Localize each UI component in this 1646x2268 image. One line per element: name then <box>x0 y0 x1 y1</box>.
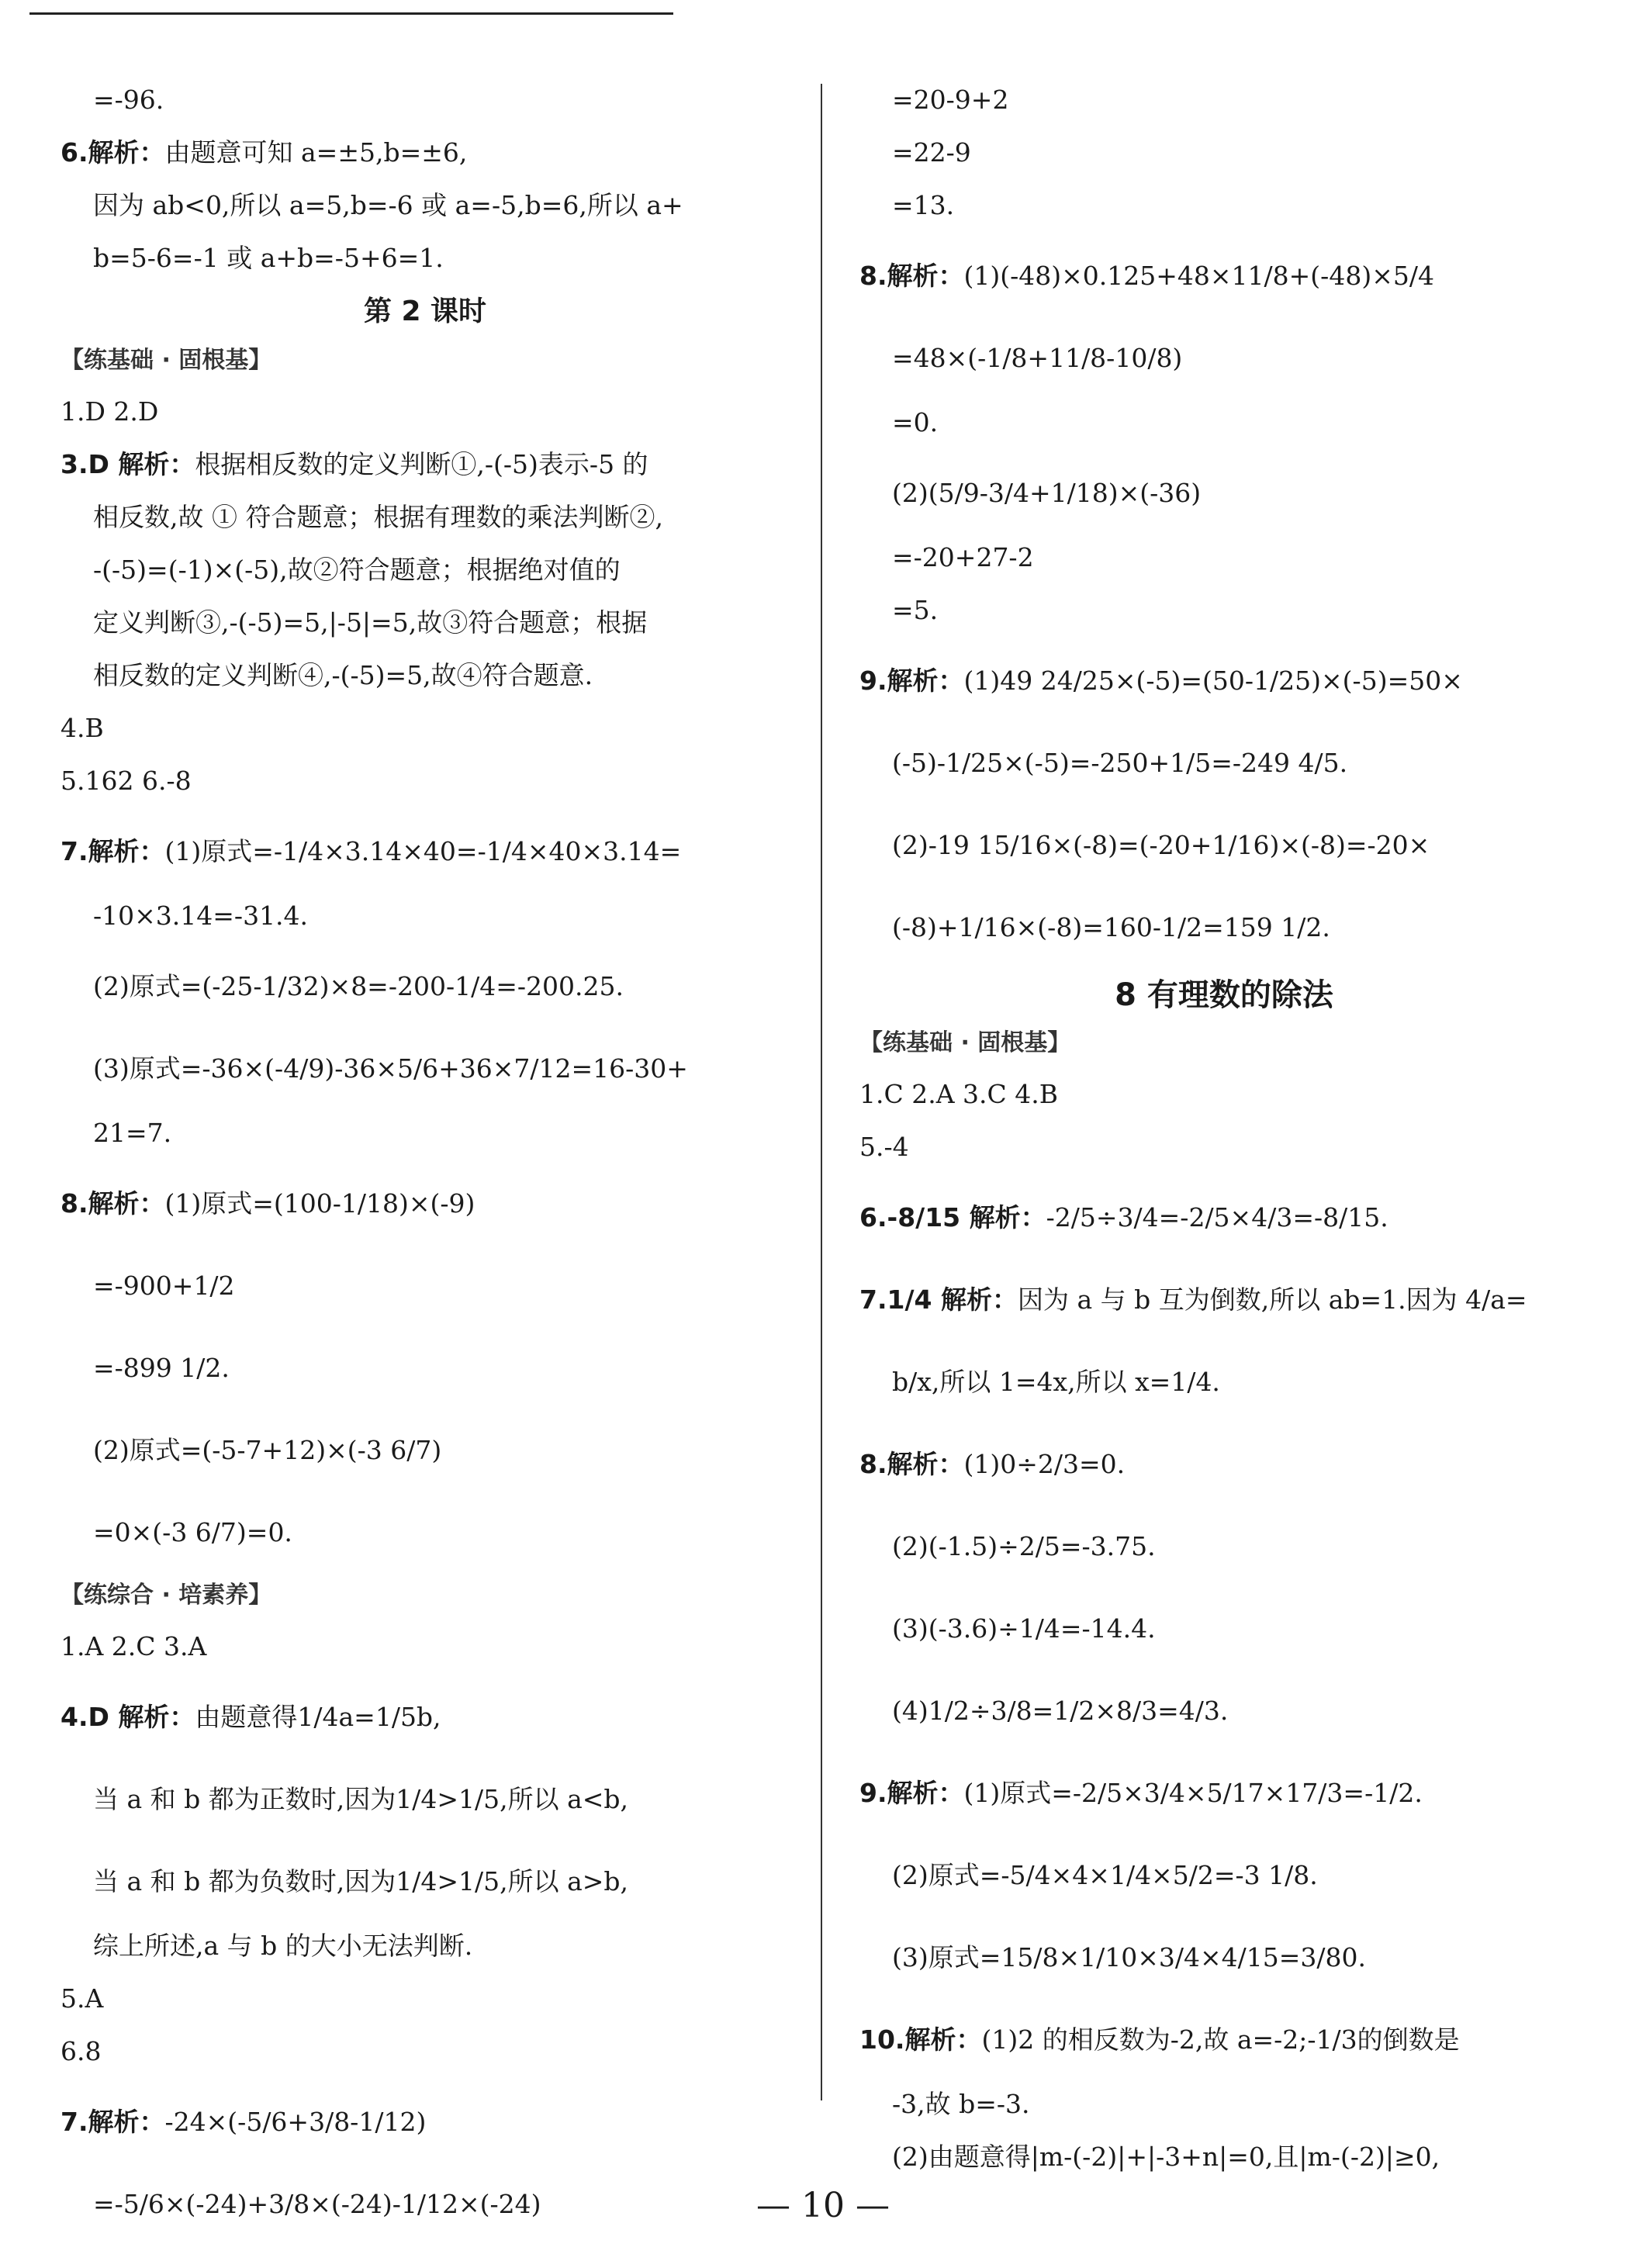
answer-line: =20-9+2 <box>892 85 1009 115</box>
answer-text: 由题意可知 a=±5,b=±6, <box>164 137 468 168</box>
answer-line: =-96. <box>93 85 164 115</box>
answer-line <box>859 645 1589 717</box>
answer-line: (-8)+1/16×(-8)=160-1/2=159 1/2. <box>892 912 1330 942</box>
answer-line: (2)原式=(-25-1/32)×8=-200-1/4=-200.25. <box>93 971 624 1001</box>
answer-line: 5.-4 <box>859 1132 909 1162</box>
answer-line: (3)原式=-36×(-4/9)-36×5/6+36×7/12=16-30+ <box>93 1053 688 1084</box>
answer-line <box>859 1758 1589 1829</box>
answer-line: 定义判断③,-(-5)=5,|-5|=5,故③符合题意；根据 <box>93 607 648 638</box>
answer-line: b/x,所以 1=4x,所以 x=1/4. <box>892 1367 1220 1397</box>
answer-line: 5.A <box>61 1983 104 2014</box>
answer-line: 当 a 和 b 都为负数时,因为1/4>1/5,所以 a>b, <box>93 1866 629 1896</box>
answer-line <box>859 240 1589 312</box>
answer-text: -2/5÷3/4=-2/5×4/3=-8/15. <box>1046 1202 1388 1233</box>
answer-text: 由题意得1/4a=1/5b, <box>195 1702 441 1732</box>
answer-line: (4)1/2÷3/8=1/2×8/3=4/3. <box>892 1696 1229 1726</box>
answer-line: =-900+1/2 <box>93 1271 235 1301</box>
answer-label: 6.-8/15 解析： <box>859 1202 1046 1233</box>
answer-line: =48×(-1/8+11/8-10/8) <box>892 343 1183 373</box>
answer-line: =0×(-3 6/7)=0. <box>93 1517 292 1547</box>
answer-label: 3.D 解析： <box>61 449 195 479</box>
answer-text: (1)0÷2/3=0. <box>963 1449 1126 1479</box>
answer-line: =-899 1/2. <box>93 1353 230 1383</box>
answer-text: (1)原式=-2/5×3/4×5/17×17/3=-1/2. <box>963 1778 1423 1808</box>
answer-line: =22-9 <box>892 137 971 168</box>
answer-line: (3)原式=15/8×1/10×3/4×4/15=3/80. <box>892 1942 1367 1972</box>
answer-line: 1.A 2.C 3.A <box>61 1631 207 1661</box>
answer-label: 8.解析： <box>859 1449 964 1479</box>
answer-line: 21=7. <box>93 1118 172 1148</box>
answer-line: =-20+27-2 <box>892 542 1034 572</box>
lesson-title: 第 2 课时 <box>363 296 487 327</box>
answer-text: (1)原式=-1/4×3.14×40=-1/4×40×3.14= <box>164 836 682 866</box>
answer-line: =13. <box>892 190 955 220</box>
chapter-title: 8 有理数的除法 <box>1115 977 1333 1013</box>
answer-label: 7.解析： <box>61 2107 165 2137</box>
answer-line <box>61 447 790 482</box>
answer-label: 4.D 解析： <box>61 1702 195 1732</box>
answer-label: 7.1/4 解析： <box>859 1284 1018 1315</box>
answer-line: (2)(5/9-3/4+1/18)×(-36) <box>892 478 1202 508</box>
answer-line: 5.162 6.-8 <box>61 766 192 796</box>
answer-line: (3)(-3.6)÷1/4=-14.4. <box>892 1613 1156 1644</box>
answer-line <box>859 2004 1589 2076</box>
top-rule <box>29 12 673 15</box>
answer-line: 4.B <box>61 713 104 743</box>
answer-text: 根据相反数的定义判断①,-(-5)表示-5 的 <box>195 449 648 479</box>
answer-label: 8.解析： <box>859 261 964 291</box>
answer-line: (2)原式=(-5-7+12)×(-3 6/7) <box>93 1435 442 1465</box>
page-number: — 10 — <box>756 2186 890 2225</box>
answer-line: 相反数的定义判断④,-(-5)=5,故④符合题意. <box>93 660 593 690</box>
answer-line <box>859 1182 1589 1253</box>
answer-line: =0. <box>892 407 939 437</box>
answer-text: (1)(-48)×0.125+48×11/8+(-48)×5/4 <box>963 261 1434 291</box>
answer-line: (2)由题意得|m-(-2)|+|-3+n|=0,且|m-(-2)|≥0, <box>892 2142 1440 2172</box>
answer-label: 10.解析： <box>859 2024 982 2055</box>
answer-text: (1)原式=(100-1/18)×(-9) <box>164 1188 475 1219</box>
answer-line: 因为 ab<0,所以 a=5,b=-6 或 a=-5,b=6,所以 a+ <box>93 190 683 220</box>
answer-line: (-5)-1/25×(-5)=-250+1/5=-249 4/5. <box>892 748 1348 778</box>
answer-line: 当 a 和 b 都为正数时,因为1/4>1/5,所以 a<b, <box>93 1784 629 1814</box>
answer-label: 8.解析： <box>61 1188 165 1219</box>
answer-label: 9.解析： <box>859 666 964 696</box>
answer-line <box>859 1429 1589 1500</box>
answer-line <box>61 2086 790 2158</box>
section-heading: 【练综合 · 培素养】 <box>61 1582 272 1609</box>
answer-line: (2)原式=-5/4×4×1/4×5/2=-3 1/8. <box>892 1860 1318 1890</box>
answer-line: b=5-6=-1 或 a+b=-5+6=1. <box>93 243 444 273</box>
right-column <box>859 82 1589 2192</box>
answer-line <box>859 1264 1589 1336</box>
answer-line <box>61 135 790 171</box>
answer-text: -24×(-5/6+3/8-1/12) <box>164 2107 427 2137</box>
answer-line: -(-5)=(-1)×(-5),故②符合题意；根据绝对值的 <box>93 555 621 585</box>
answer-label: 7.解析： <box>61 836 165 866</box>
answer-label: 9.解析： <box>859 1778 964 1808</box>
answer-line: =-5/6×(-24)+3/8×(-24)-1/12×(-24) <box>93 2189 541 2219</box>
answer-line: 6.8 <box>61 2036 102 2066</box>
answer-line <box>61 1682 790 1753</box>
answer-line: (2)(-1.5)÷2/5=-3.75. <box>892 1531 1156 1561</box>
answer-line: -3,故 b=-3. <box>892 2089 1030 2119</box>
section-heading: 【练基础 · 固根基】 <box>859 1029 1071 1056</box>
answer-label: 6.解析： <box>61 137 165 168</box>
answer-line <box>61 816 790 887</box>
answer-line: 综上所述,a 与 b 的大小无法判断. <box>93 1931 473 1961</box>
answer-text: 因为 a 与 b 互为倒数,所以 ab=1.因为 4/a= <box>1017 1284 1527 1315</box>
answer-line: 1.D 2.D <box>61 396 159 427</box>
answer-line: =5. <box>892 595 939 625</box>
section-heading: 【练基础 · 固根基】 <box>61 347 272 374</box>
answer-text: (1)49 24/25×(-5)=(50-1/25)×(-5)=50× <box>963 666 1463 696</box>
answer-line: (2)-19 15/16×(-8)=(-20+1/16)×(-8)=-20× <box>892 830 1430 860</box>
answer-line <box>61 1168 790 1239</box>
answer-text: (1)2 的相反数为-2,故 a=-2;-1/3的倒数是 <box>981 2024 1460 2055</box>
answer-line: 相反数,故 ① 符合题意；根据有理数的乘法判断②, <box>93 502 663 532</box>
answer-line: -10×3.14=-31.4. <box>93 901 309 931</box>
answer-line: 1.C 2.A 3.C 4.B <box>859 1079 1058 1109</box>
column-divider <box>821 84 822 2100</box>
left-column <box>61 82 790 2251</box>
